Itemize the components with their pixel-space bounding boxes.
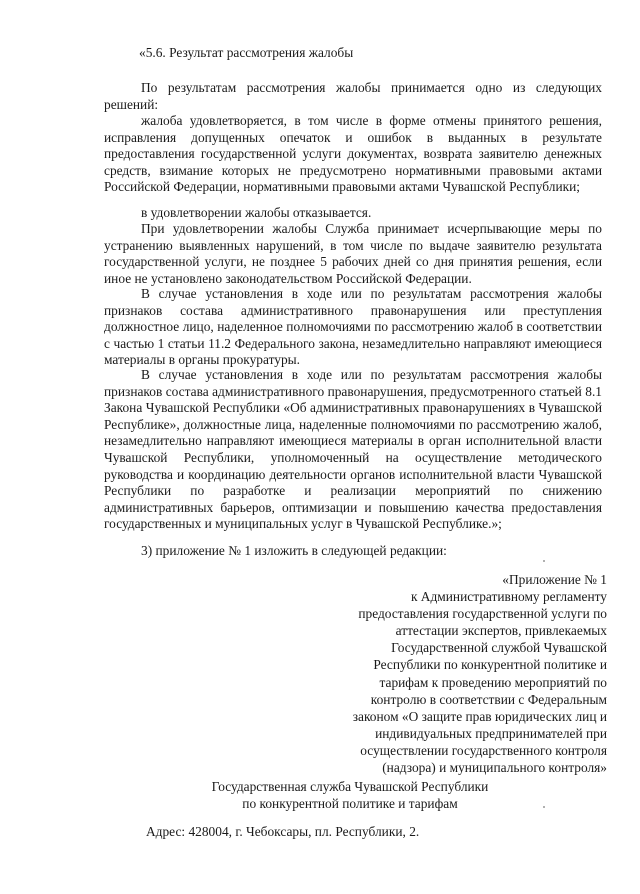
appendix-line: (надзора) и муниципального контроля» (382, 760, 607, 776)
appendix-line: тарифам к проведению мероприятий по (379, 674, 607, 690)
agency-address: Адрес: 428004, г. Чебоксары, пл. Республики, 2. (146, 824, 420, 839)
appendix-header (330, 571, 607, 776)
appendix-line: аттестации экспертов, привлекаемых (395, 623, 607, 639)
scan-speck (543, 560, 545, 562)
appendix-line: Республики по конкурентной политике и (373, 657, 607, 673)
item-3-paragraph: 3) приложение № 1 изложить в следующей редакции: (141, 543, 447, 558)
appendix-line: индивидуальных предпринимателей при (375, 725, 607, 741)
regional-paragraph: В случае установления в ходе или по результатам рассмотрения жалобы признаков состава административного правонарушения, предусмотренного статьей 8.1 Закона Чувашской Республики «Об административных правонарушениях в Чувашской Республике», должностные лица, наделенные полномочиями по рассмотрению жалоб, незамедлительно направляют имеющиеся материалы в орган исполнительной власти Чувашской Республики, уполномоченный на осуществление методического руководства и координацию деятельности органов исполнительной власти Чувашской Республики по разработке и реализации мероприятий по снижению административных барьеров, оптимизации и повышению качества предоставления государственных и муниципальных услуг в Чувашской Республике.»; (104, 367, 602, 532)
intro-paragraph: По результатам рассмотрения жалобы принимается одно из следующих решений: (104, 80, 602, 112)
satisfaction-paragraph: При удовлетворении жалобы Служба принимает исчерпывающие меры по устранению выявленных нарушений, в том числе по выдаче заявителю результата государственной услуги, не позднее 5 рабочих дней со дня принятия решения, если иное не установлено законодательством Российской Федерации. (104, 221, 602, 286)
appendix-line: законом «О защите прав юридических лиц и (352, 708, 607, 724)
appendix-line: Государственной службой Чувашской (391, 640, 607, 656)
prosecutor-paragraph: В случае установления в ходе или по результатам рассмотрения жалобы признаков состава административного правонарушения или преступления должностное лицо, наделенное полномочиями по рассмотрению жалоб в соответствии с частью 1 статьи 11.2 Федерального закона, незамедлительно направляют имеющиеся материалы в органы прокуратуры. (104, 286, 602, 368)
option-satisfied-paragraph: жалоба удовлетворяется, в том числе в форме отмены принятого решения, исправления допущенных опечаток и ошибок в выданных в результате предоставления государственной услуги документах, возврата заявителю денежных средств, взимание которых не предусмотрено нормативными правовыми актами Российской Федерации, нормативными правовыми актами Чувашской Республики; (104, 113, 602, 195)
appendix-line: контролю в соответствии с Федеральным (370, 691, 607, 707)
option-rejected-paragraph: в удовлетворении жалобы отказывается. (141, 205, 372, 220)
scan-speck (543, 806, 545, 808)
agency-name-line: Государственная служба Чувашской Республики (211, 779, 489, 794)
agency-name-line: по конкурентной политике и тарифам (242, 796, 458, 811)
appendix-line: предоставления государственной услуги по (358, 606, 607, 622)
appendix-line: «Приложение № 1 (502, 572, 607, 587)
section-heading: «5.6. Результат рассмотрения жалобы (139, 45, 354, 60)
agency-name (120, 778, 580, 812)
appendix-line: к Административному регламенту (410, 589, 607, 605)
appendix-line: осуществлении государственного контроля (360, 742, 607, 758)
